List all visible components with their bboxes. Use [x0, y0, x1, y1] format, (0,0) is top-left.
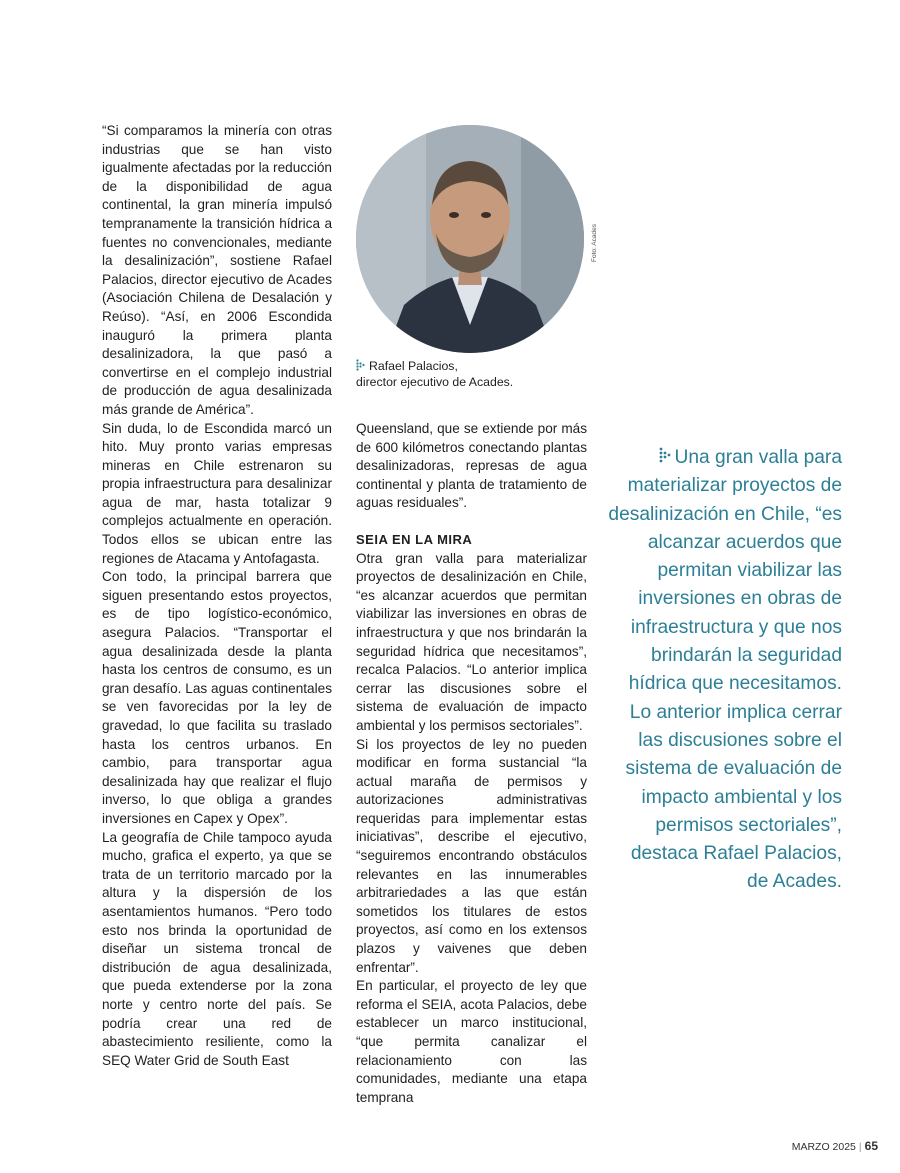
- caption-role: director ejecutivo de Acades.: [356, 374, 514, 389]
- caption-name: Rafael Palacios,: [369, 359, 458, 373]
- article-column-1: [102, 122, 332, 1070]
- photo-credit: Foto: Acades: [591, 224, 598, 262]
- paragraph: Otra gran valla para materializar proyectos de desalinización en Chile, “es alcanzar acuerdos que permitan viabilizar las inversiones en obras de infraestructura y que nos brindarán la seguridad hídrica que necesitamos”, recalca Palacios. “Lo anterior implica cerrar las discusiones sobre el sistema de evaluación de impacto ambiental y los permisos sectoriales”.: [356, 550, 587, 733]
- page-footer: [792, 1139, 878, 1153]
- paragraph: Queensland, que se extiende por más de 600 kilómetros conectando plantas desalinizadoras, represas de agua continental y planta de tratamiento de aguas residuales”.: [356, 421, 587, 511]
- paragraph: “Si comparamos la minería con otras industrias que se han visto igualmente afectadas por la reducción de la disponibilidad de agua continental, la gran minería impulsó tempranamente la transición hídrica a fuentes no convencionales, mediante la desalinización”, sostiene Rafael Palacios, director ejecutivo de Acades (Asociación Chilena de Desalación y Reúso). “Así, en 2006 Escondida inauguró la primera planta desalinizadora, la que pasó a convertirse en el complejo industrial de producción de agua desalinizada más grande de América”.: [102, 123, 332, 417]
- paragraph: La geografía de Chile tampoco ayuda mucho, grafica el experto, ya que se trata de un territorio marcado por la altura y la dispersión de los asentamientos humanos. “Pero todo esto nos brinda la oportunidad de diseñar un sistema troncal de distribución de agua desalinizada, que pueda extenderse por la zona norte y centro norte del país. Se podría crear una red de abastecimiento resiliente, como la SEQ Water Grid de South East: [102, 829, 332, 1068]
- pull-quote: [605, 444, 842, 897]
- photo-caption: [356, 359, 513, 390]
- section-subheading: SEIA EN LA MIRA: [356, 531, 473, 547]
- paragraph: En particular, el proyecto de ley que reforma el SEIA, acota Palacios, debe establecer un marco institucional, “que permita canalizar el relacionamiento con las comunidades, mediante una etapa temprana: [356, 978, 587, 1105]
- page-number: 65: [864, 1139, 878, 1153]
- portrait-illustration: [356, 125, 584, 353]
- pullquote-dots-icon: [659, 447, 672, 463]
- paragraph: Si los proyectos de ley no pueden modificar en forma sustancial “la actual maraña de permisos y autorizaciones administrativas requeridas para implementar estas iniciativas”, describe el ejecutivo, “seguiremos encontrando obstáculos relevantes en las innumerables arbitrariedades a las que están sometidos los titulares de estos proyectos, así como en los extensos plazos y vaivenes que deben enfrentar”.: [356, 736, 587, 975]
- issue-date: MARZO 2025: [791, 1141, 856, 1153]
- paragraph: Sin duda, lo de Escondida marcó un hito. Muy pronto varias empresas mineras en Chile estrenaron su propia infraestructura para desalinizar agua de mar, hasta totalizar 9 complejos actualmente en operación. Todos ellos se ubican entre las regiones de Atacama y Antofagasta.: [102, 420, 332, 566]
- paragraph: Con todo, la principal barrera que siguen presentando estos proyectos, es de tipo logístico-económico, asegura Palacios. “Transportar el agua desalinizada desde la planta hasta los centros de consumo, es un gran desafío. Las aguas continentales se ven favorecidas por la ley de gravedad, lo que facilita su traslado hasta los centros urbanos. En cambio, para transportar agua desalinizada hay que realizar el flujo inverso, lo que obliga a grandes inversiones en Capex y Opex”.: [102, 569, 332, 826]
- portrait-photo: [356, 125, 584, 353]
- article-column-2: [356, 420, 587, 1107]
- pull-quote-text: Una gran valla para materializar proyectos de desalinización en Chile, “es alcanzar acuerdos que permitan viabilizar las inversiones en obras de infraestructura y que nos brindarán la seguridad hídrica que necesitamos. Lo anterior implica cerrar las discusiones sobre el sistema de evaluación de impacto ambiental y los permisos sectoriales”, destaca Rafael Palacios, de Acades.: [608, 447, 842, 893]
- caption-dots-icon: [356, 359, 365, 371]
- footer-separator: |: [858, 1141, 862, 1153]
